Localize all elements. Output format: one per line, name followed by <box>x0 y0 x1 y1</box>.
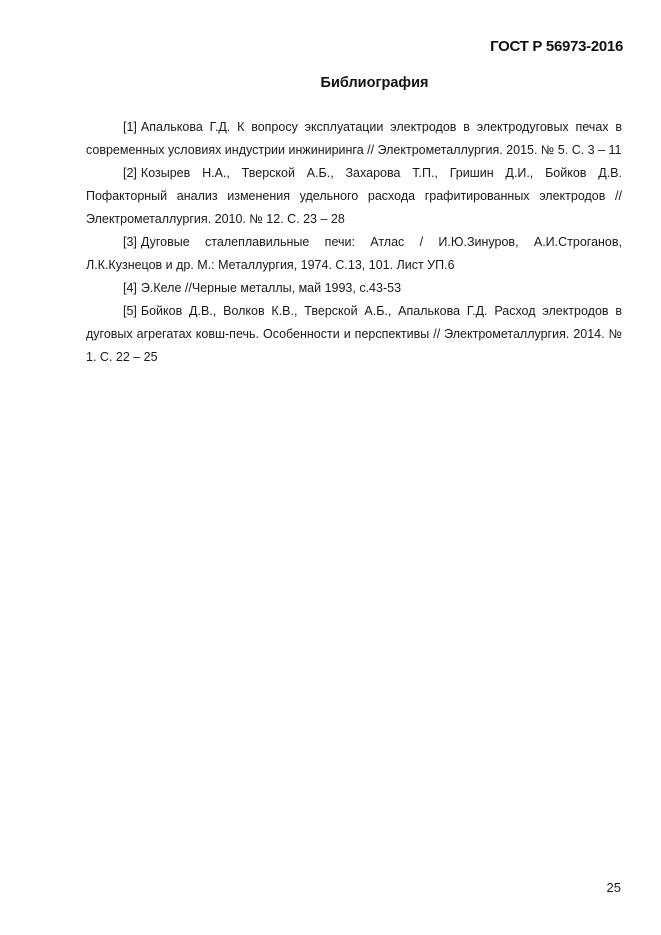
entry-text: Козырев Н.А., Тверской А.Б., Захарова Т.П., Гришин Д.И., Бойков Д.В. Пофакторный анализ изменения удельного расхода графитированных электродов // Электрометаллургия. 2010. № 12. С. 23 – 28 <box>86 166 622 226</box>
page-title: Библиография <box>320 75 429 91</box>
entry-text: Бойков Д.В., Волков К.В., Тверской А.Б., Апалькова Г.Д. Расход электродов в дуговых агрегатах ковш-печь. Особенности и перспективы // Электрометаллургия. 2014. № 1. С. 22 – 25 <box>86 304 622 364</box>
bibliography-entry <box>86 277 622 300</box>
bibliography-entry <box>86 116 622 162</box>
bibliography-list <box>86 116 622 369</box>
entry-text: Дуговые сталеплавильные печи: Атлас / И.Ю.Зинуров, А.И.Строганов, Л.К.Кузнецов и др. М.: Металлургия, 1974. С.13, 101. Лист УП.6 <box>86 235 622 272</box>
page-number: 25 <box>606 880 621 895</box>
bibliography-entry <box>86 162 622 231</box>
document-code: ГОСТ Р 56973-2016 <box>490 38 623 55</box>
bibliography-entry <box>86 231 622 277</box>
entry-number: [2] <box>123 166 137 180</box>
entry-text: Апалькова Г.Д. К вопросу эксплуатации электродов в электродуговых печах в современных условиях индустрии инжиниринга // Электрометаллургия. 2015. № 5. С. 3 – 11 <box>86 120 622 157</box>
entry-text: Э.Келе //Черные металлы, май 1993, с.43-53 <box>140 281 402 295</box>
entry-number: [4] <box>123 281 137 295</box>
entry-number: [5] <box>123 304 137 318</box>
bibliography-entry <box>86 300 622 369</box>
entry-number: [3] <box>123 235 137 249</box>
entry-number: [1] <box>123 120 137 134</box>
